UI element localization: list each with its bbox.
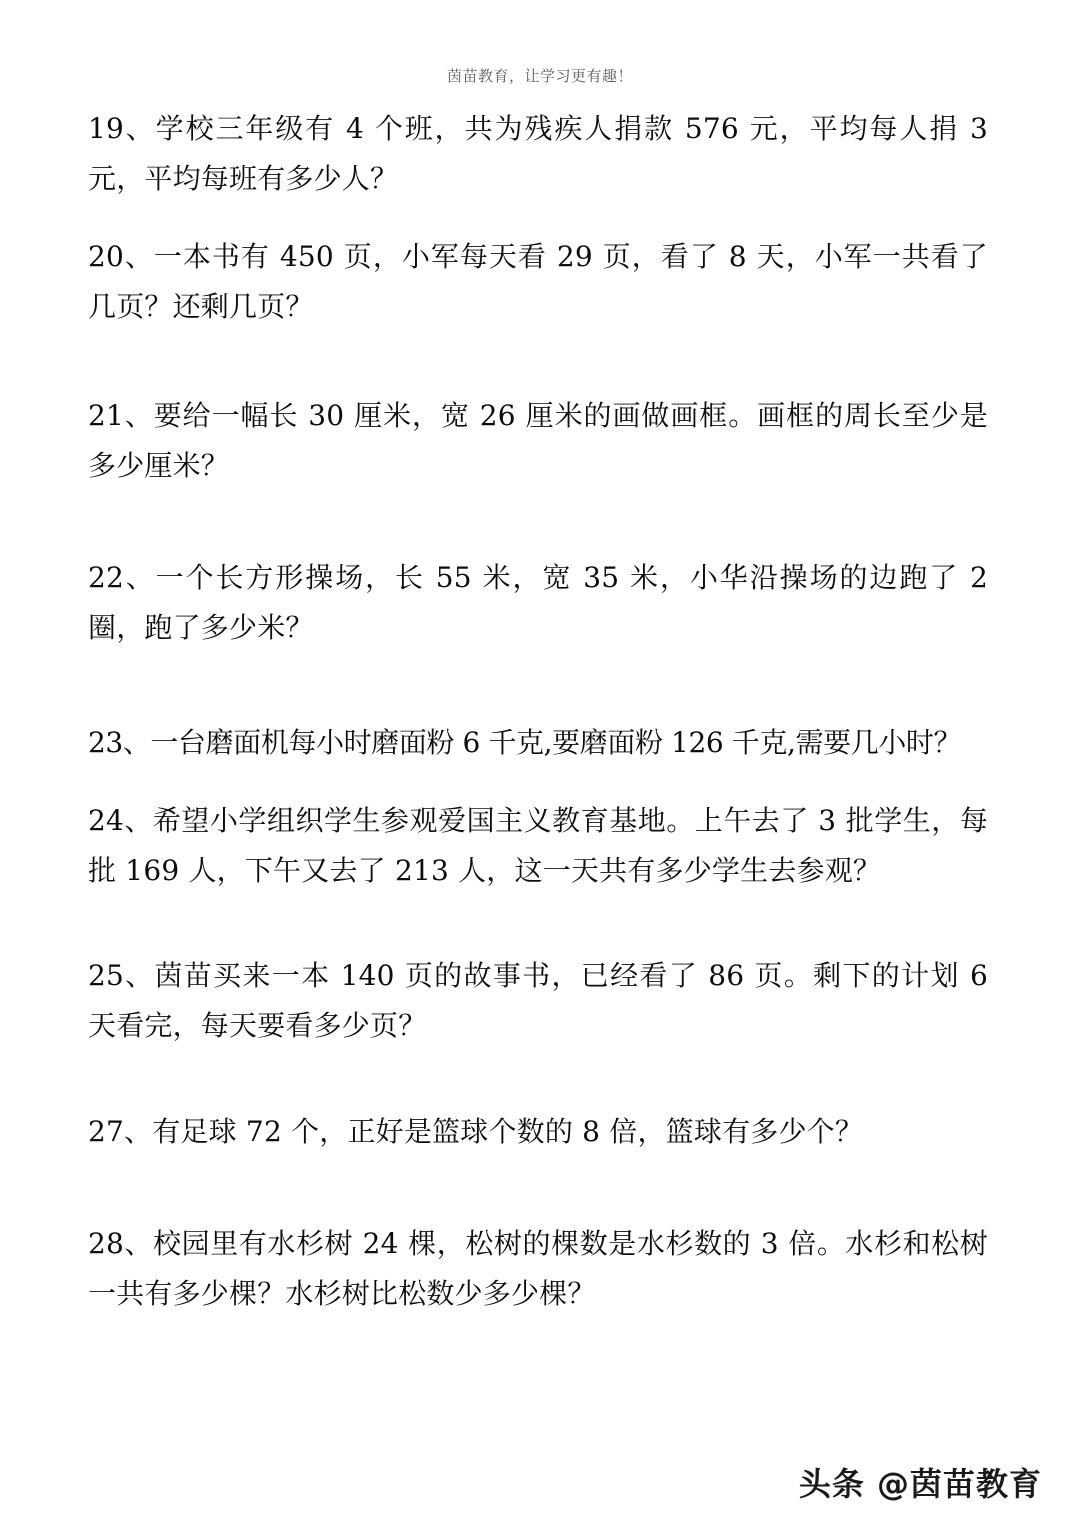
question-item: 24、希望小学组织学生参观爱国主义教育基地。上午去了 3 批学生，每批 169 人，下午又去了 213 人，这一天共有多少学生去参观？: [88, 804, 988, 887]
question-item: 23、一台磨面机每小时磨面粉 6 千克,要磨面粉 126 千克,需要几小时？: [88, 726, 962, 759]
question-item: 25、茵苗买来一本 140 页的故事书，已经看了 86 页。剩下的计划 6 天看完，每天要看多少页？: [88, 959, 988, 1042]
question-list: [88, 104, 988, 1347]
question-item: 28、校园里有水杉树 24 棵，松树的棵数是水杉数的 3 倍。水杉和松树一共有多少棵？水杉树比松数少多少棵？: [88, 1227, 988, 1310]
question-item: 21、要给一幅长 30 厘米，宽 26 厘米的画做画框。画框的周长至少是多少厘米？: [88, 399, 988, 482]
question-item: 27、有足球 72 个，正好是篮球个数的 8 倍，篮球有多少个？: [88, 1115, 864, 1148]
question-item: 20、一本书有 450 页，小军每天看 29 页，看了 8 天，小军一共看了几页？还剩几页？: [88, 240, 988, 323]
question-item: 19、学校三年级有 4 个班，共为残疾人捐款 576 元，平均每人捐 3 元，平均每班有多少人？: [88, 112, 988, 195]
question-item: 22、一个长方形操场，长 55 米，宽 35 米，小华沿操场的边跑了 2 圈，跑了多少米？: [88, 561, 988, 644]
footer-watermark: 头条 @茵苗教育: [798, 1465, 1042, 1503]
page-header: 茵苗教育，让学习更有趣！: [446, 67, 633, 85]
